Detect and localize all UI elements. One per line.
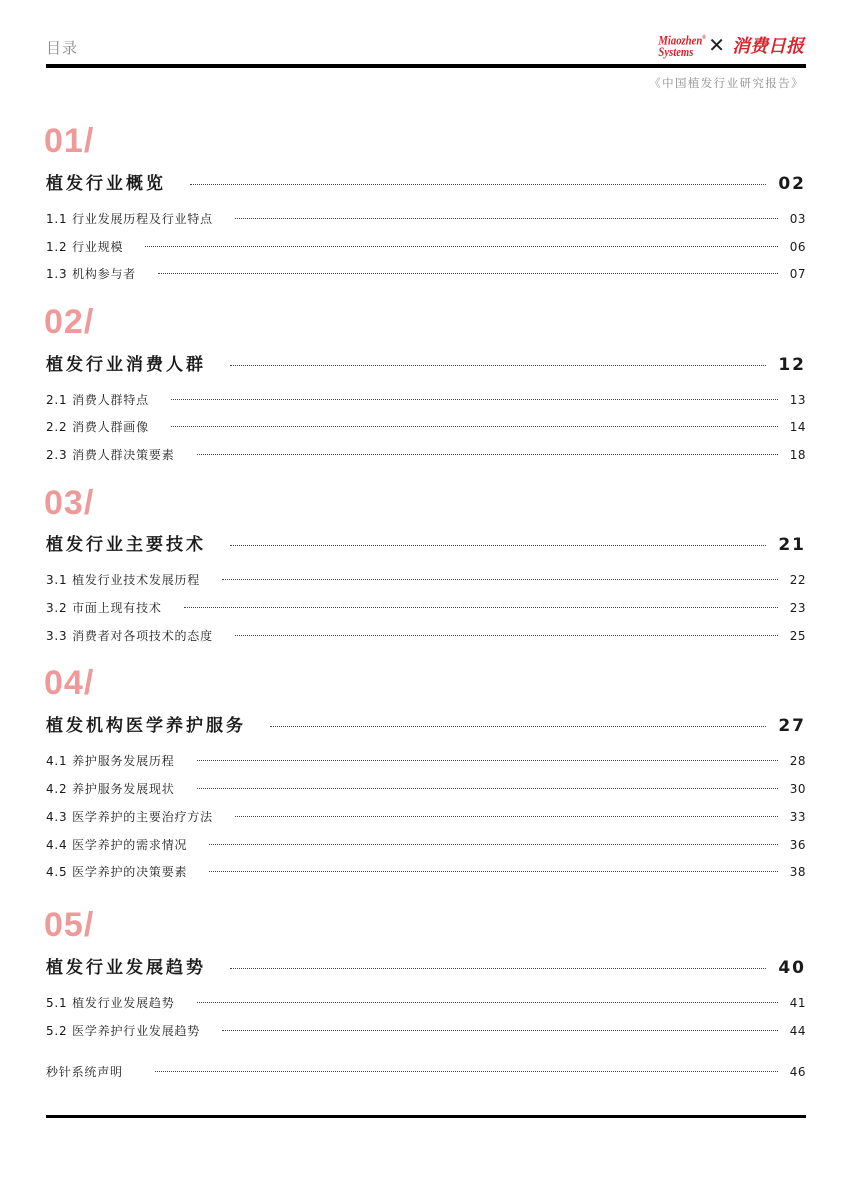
chapter-page: 21 [778, 535, 806, 555]
report-subtitle: 《中国植发行业研究报告》 [649, 76, 804, 90]
dot-leader [222, 1030, 778, 1031]
cross-icon: ✕ [708, 33, 725, 57]
section-page: 03 [789, 212, 806, 226]
section-title: 3.3 消费者对各项技术的态度 [46, 629, 213, 643]
dot-leader [171, 426, 778, 427]
dot-leader [197, 454, 778, 455]
chapter-page: 27 [778, 716, 806, 736]
toc-section[interactable] [46, 863, 806, 880]
chapter-title: 植发行业发展趋势 [46, 958, 206, 978]
section-title: 5.1 植发行业发展趋势 [46, 996, 175, 1010]
section-title: 4.1 养护服务发展历程 [46, 754, 175, 768]
section-page: 41 [789, 996, 806, 1010]
section-title: 3.2 市面上现有技术 [46, 601, 162, 615]
section-title: 1.2 行业规模 [46, 240, 124, 254]
footer-divider [46, 1115, 806, 1118]
section-page: 14 [789, 420, 806, 434]
dot-leader [155, 1071, 778, 1072]
dot-leader [230, 365, 766, 366]
dot-leader [171, 399, 778, 400]
toc-section[interactable] [46, 238, 806, 255]
section-title: 1.3 机构参与者 [46, 267, 137, 281]
section-title: 4.3 医学养护的主要治疗方法 [46, 810, 213, 824]
section-title: 1.1 行业发展历程及行业特点 [46, 212, 213, 226]
dot-leader [235, 816, 778, 817]
section-page: 28 [789, 754, 806, 768]
chapter-number: 01/ [44, 122, 95, 160]
section-title: 4.5 医学养护的决策要素 [46, 865, 188, 879]
chapter-number: 04/ [44, 664, 95, 702]
dot-leader [222, 579, 778, 580]
dot-leader [197, 760, 778, 761]
appendix-title: 秒针系统声明 [46, 1065, 123, 1079]
section-title: 2.1 消费人群特点 [46, 393, 149, 407]
chapter-title: 植发机构医学养护服务 [46, 716, 246, 736]
chapter-title: 植发行业消费人群 [46, 355, 206, 375]
section-page: 07 [789, 267, 806, 281]
toc-section[interactable] [46, 1022, 806, 1039]
section-page: 23 [789, 601, 806, 615]
toc-chapter[interactable] [46, 711, 806, 736]
section-page: 30 [789, 782, 806, 796]
toc-chapter[interactable] [46, 530, 806, 555]
dot-leader [209, 871, 777, 872]
toc-section[interactable] [46, 210, 806, 227]
chapter-number: 02/ [44, 303, 95, 341]
toc-section[interactable] [46, 418, 806, 435]
dot-leader [145, 246, 777, 247]
dot-leader [190, 184, 766, 185]
toc-section[interactable] [46, 808, 806, 825]
toc-section[interactable] [46, 599, 806, 616]
toc-section[interactable] [46, 571, 806, 588]
toc-section[interactable] [46, 994, 806, 1011]
toc-appendix[interactable] [46, 1063, 806, 1080]
dot-leader [230, 545, 766, 546]
chapter-number: 03/ [44, 484, 95, 522]
section-page: 13 [789, 393, 806, 407]
section-title: 4.4 医学养护的需求情况 [46, 838, 188, 852]
chapter-number: 05/ [44, 906, 95, 944]
toc-section[interactable] [46, 836, 806, 853]
section-page: 06 [789, 240, 806, 254]
section-title: 2.3 消费人群决策要素 [46, 448, 175, 462]
dot-leader [197, 1002, 778, 1003]
dot-leader [235, 218, 778, 219]
dot-leader [235, 635, 778, 636]
dot-leader [184, 607, 778, 608]
section-page: 44 [789, 1024, 806, 1038]
partner-logo: 消费日报 [732, 36, 804, 57]
section-page: 22 [789, 573, 806, 587]
section-page: 38 [789, 865, 806, 879]
section-page: 25 [789, 629, 806, 643]
dot-leader [230, 968, 766, 969]
chapter-page: 12 [778, 355, 806, 375]
toc-chapter[interactable] [46, 953, 806, 978]
section-title: 4.2 养护服务发展现状 [46, 782, 175, 796]
dot-leader [197, 788, 778, 789]
section-title: 5.2 医学养护行业发展趋势 [46, 1024, 201, 1038]
section-title: 2.2 消费人群画像 [46, 420, 149, 434]
dot-leader [209, 844, 777, 845]
miaozhen-logo: Miaozhen® Systems [658, 32, 707, 60]
dot-leader [158, 273, 778, 274]
toc-section[interactable] [46, 265, 806, 282]
toc-section[interactable] [46, 446, 806, 463]
toc-section[interactable] [46, 391, 806, 408]
toc-section[interactable] [46, 752, 806, 769]
header-logos [648, 30, 804, 60]
section-title: 3.1 植发行业技术发展历程 [46, 573, 201, 587]
chapter-title: 植发行业主要技术 [46, 535, 206, 555]
chapter-page: 40 [778, 958, 806, 978]
toc-section[interactable] [46, 780, 806, 797]
chapter-page: 02 [778, 174, 806, 194]
page-title: 目录 [46, 39, 79, 57]
section-page: 36 [789, 838, 806, 852]
section-page: 33 [789, 810, 806, 824]
dot-leader [270, 726, 766, 727]
toc-chapter[interactable] [46, 350, 806, 375]
appendix-page: 46 [789, 1065, 806, 1079]
chapter-title: 植发行业概览 [46, 174, 166, 194]
toc-section[interactable] [46, 627, 806, 644]
header-divider [46, 64, 806, 68]
section-page: 18 [789, 448, 806, 462]
toc-chapter[interactable] [46, 169, 806, 194]
